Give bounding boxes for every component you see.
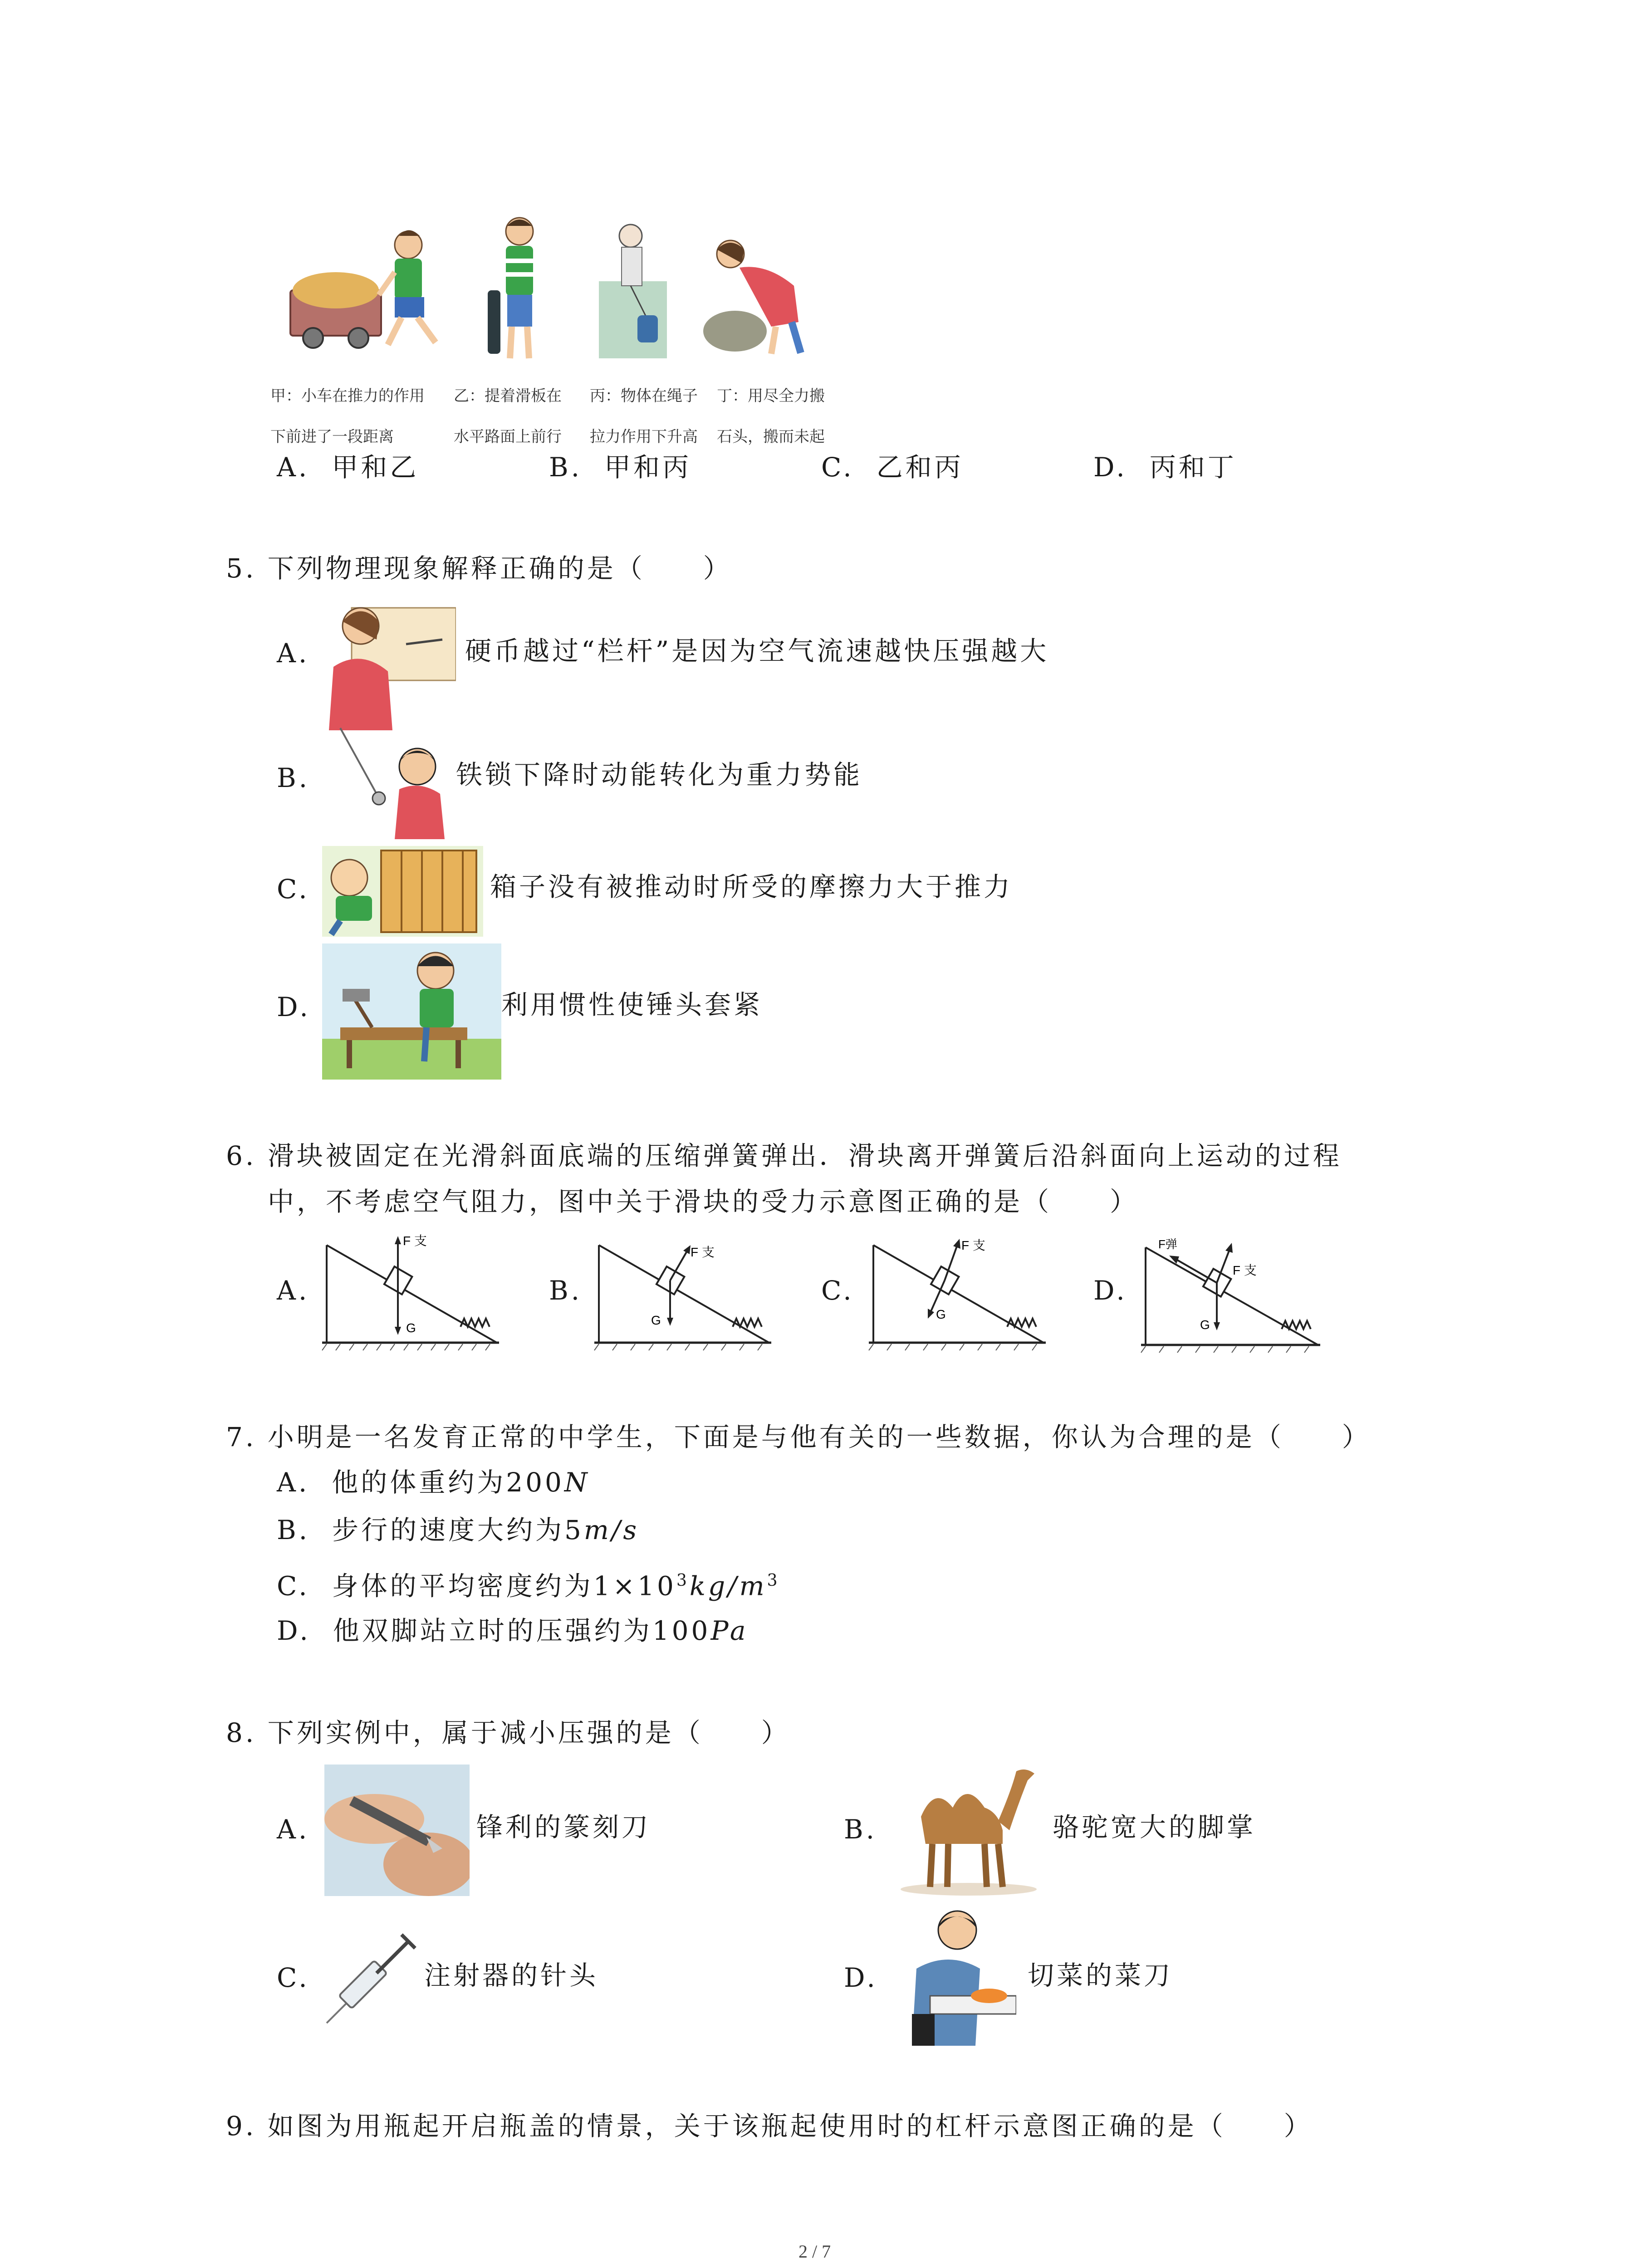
q6-stem-line1: 6. 滑块被固定在光滑斜面底端的压缩弹簧弹出．滑块离开弹簧后沿斜面向上运动的过程: [226, 1140, 1342, 1171]
q4-image-jia: [281, 222, 463, 354]
q9-stem: 9. 如图为用瓶起开启瓶盖的情景，关于该瓶起使用时的杠杆示意图正确的是（ ）: [226, 2111, 1313, 2141]
q5-option-c-letter[interactable]: C.: [277, 874, 310, 904]
q7-stem: 7. 小明是一名发育正常的中学生，下面是与他有关的一些数据，你认为合理的是（ ）: [226, 1422, 1371, 1452]
q6-c-gravity-label: G: [936, 1307, 946, 1321]
q6-option-d[interactable]: D.: [1093, 1275, 1127, 1306]
q5-option-a-letter[interactable]: A.: [277, 638, 310, 669]
q5-option-d-text[interactable]: 利用惯性使锤头套紧: [501, 989, 763, 1020]
q6-a-support-label: F 支: [403, 1234, 427, 1248]
q4-caption-yi-2: 水平路面上前行: [454, 428, 562, 446]
q6-a-gravity-label: G: [406, 1321, 416, 1335]
q5-option-a-text[interactable]: 硬币越过“栏杆”是因为空气流速越快压强越大: [465, 635, 1049, 666]
q4-option-d[interactable]: D. 丙和丁: [1093, 452, 1237, 483]
q4-caption-ding-1: 丁：用尽全力搬: [717, 387, 825, 405]
q4-caption-jia-1: 甲：小车在推力的作用: [270, 387, 425, 405]
q5-image-b: [336, 726, 454, 839]
q6-d-support-label: F 支: [1233, 1263, 1257, 1277]
q8-option-c-text[interactable]: 注射器的针头: [424, 1960, 599, 1991]
q4-caption-ding-2: 石头，搬而未起: [717, 428, 825, 446]
q5-image-d: [322, 943, 501, 1080]
q6-diagram-a: [318, 1232, 504, 1354]
q6-c-support-label: F 支: [961, 1238, 985, 1252]
q5-stem: 5. 下列物理现象解释正确的是（ ）: [226, 553, 732, 584]
q6-diagram-d: [1136, 1225, 1327, 1356]
q4-caption-bing-1: 丙：物体在绳子: [590, 387, 698, 405]
q4-option-b[interactable]: B. 甲和丙: [549, 452, 691, 483]
q5-option-c-text[interactable]: 箱子没有被推动时所受的摩擦力大于推力: [490, 871, 1013, 902]
q8-option-d-text[interactable]: 切菜的菜刀: [1028, 1960, 1173, 1991]
q7-option-d[interactable]: D. 他双脚站立时的压强约为100Pa: [277, 1615, 749, 1646]
q4-image-ding: [699, 236, 826, 358]
q6-option-b[interactable]: B.: [549, 1275, 583, 1306]
q4-image-yi: [481, 213, 554, 367]
q5-option-b-letter[interactable]: B.: [277, 763, 310, 793]
q6-b-support-label: F 支: [691, 1245, 715, 1259]
q8-option-b-letter[interactable]: B.: [844, 1814, 877, 1845]
q8-image-a: [324, 1765, 470, 1896]
q4-option-a[interactable]: A. 甲和乙: [277, 452, 419, 483]
q5-option-d-letter[interactable]: D.: [277, 992, 311, 1022]
q8-image-d: [898, 1905, 1016, 2046]
q8-option-b-text[interactable]: 骆驼宽大的脚掌: [1053, 1812, 1256, 1843]
q8-stem: 8. 下列实例中，属于减小压强的是（ ）: [226, 1717, 790, 1748]
q7-option-a[interactable]: A. 他的体重约为200N: [277, 1467, 590, 1498]
q6-diagram-b: [590, 1232, 776, 1354]
q4-image-bing: [590, 222, 676, 358]
q4-caption-bing-2: 拉力作用下升高: [590, 428, 698, 446]
q6-b-gravity-label: G: [651, 1313, 661, 1327]
q8-option-a-text[interactable]: 锋利的篆刻刀: [476, 1812, 651, 1843]
q4-caption-yi-1: 乙：提着滑板在: [454, 387, 562, 405]
q4-caption-jia-2: 下前进了一段距离: [270, 428, 394, 446]
q8-option-d-letter[interactable]: D.: [844, 1962, 878, 1993]
q6-option-c[interactable]: C.: [821, 1275, 854, 1306]
q4-option-c[interactable]: C. 乙和丙: [821, 452, 964, 483]
q8-image-c: [322, 1923, 426, 2028]
q6-d-gravity-label: G: [1200, 1318, 1210, 1332]
q5-option-b-text[interactable]: 铁锁下降时动能转化为重力势能: [456, 759, 863, 790]
q8-image-b: [894, 1753, 1043, 1898]
q8-option-c-letter[interactable]: C.: [277, 1962, 310, 1993]
q6-diagram-c: [864, 1232, 1050, 1354]
q7-option-c[interactable]: C. 身体的平均密度约为$1\times 10^3kg/m^3$: [277, 1570, 780, 1602]
q6-stem-line2: 中，不考虑空气阻力，图中关于滑块的受力示意图正确的是（ ）: [268, 1186, 1139, 1217]
q5-image-c: [322, 846, 483, 937]
q7-option-b[interactable]: B. 步行的速度大约为5m/s: [277, 1515, 640, 1545]
q6-option-a[interactable]: A.: [277, 1275, 310, 1306]
q6-d-pull-label: F弹: [1158, 1237, 1177, 1251]
q5-image-a: [324, 599, 456, 730]
page-number: 2 / 7: [798, 2241, 831, 2262]
q8-option-a-letter[interactable]: A.: [277, 1814, 310, 1845]
